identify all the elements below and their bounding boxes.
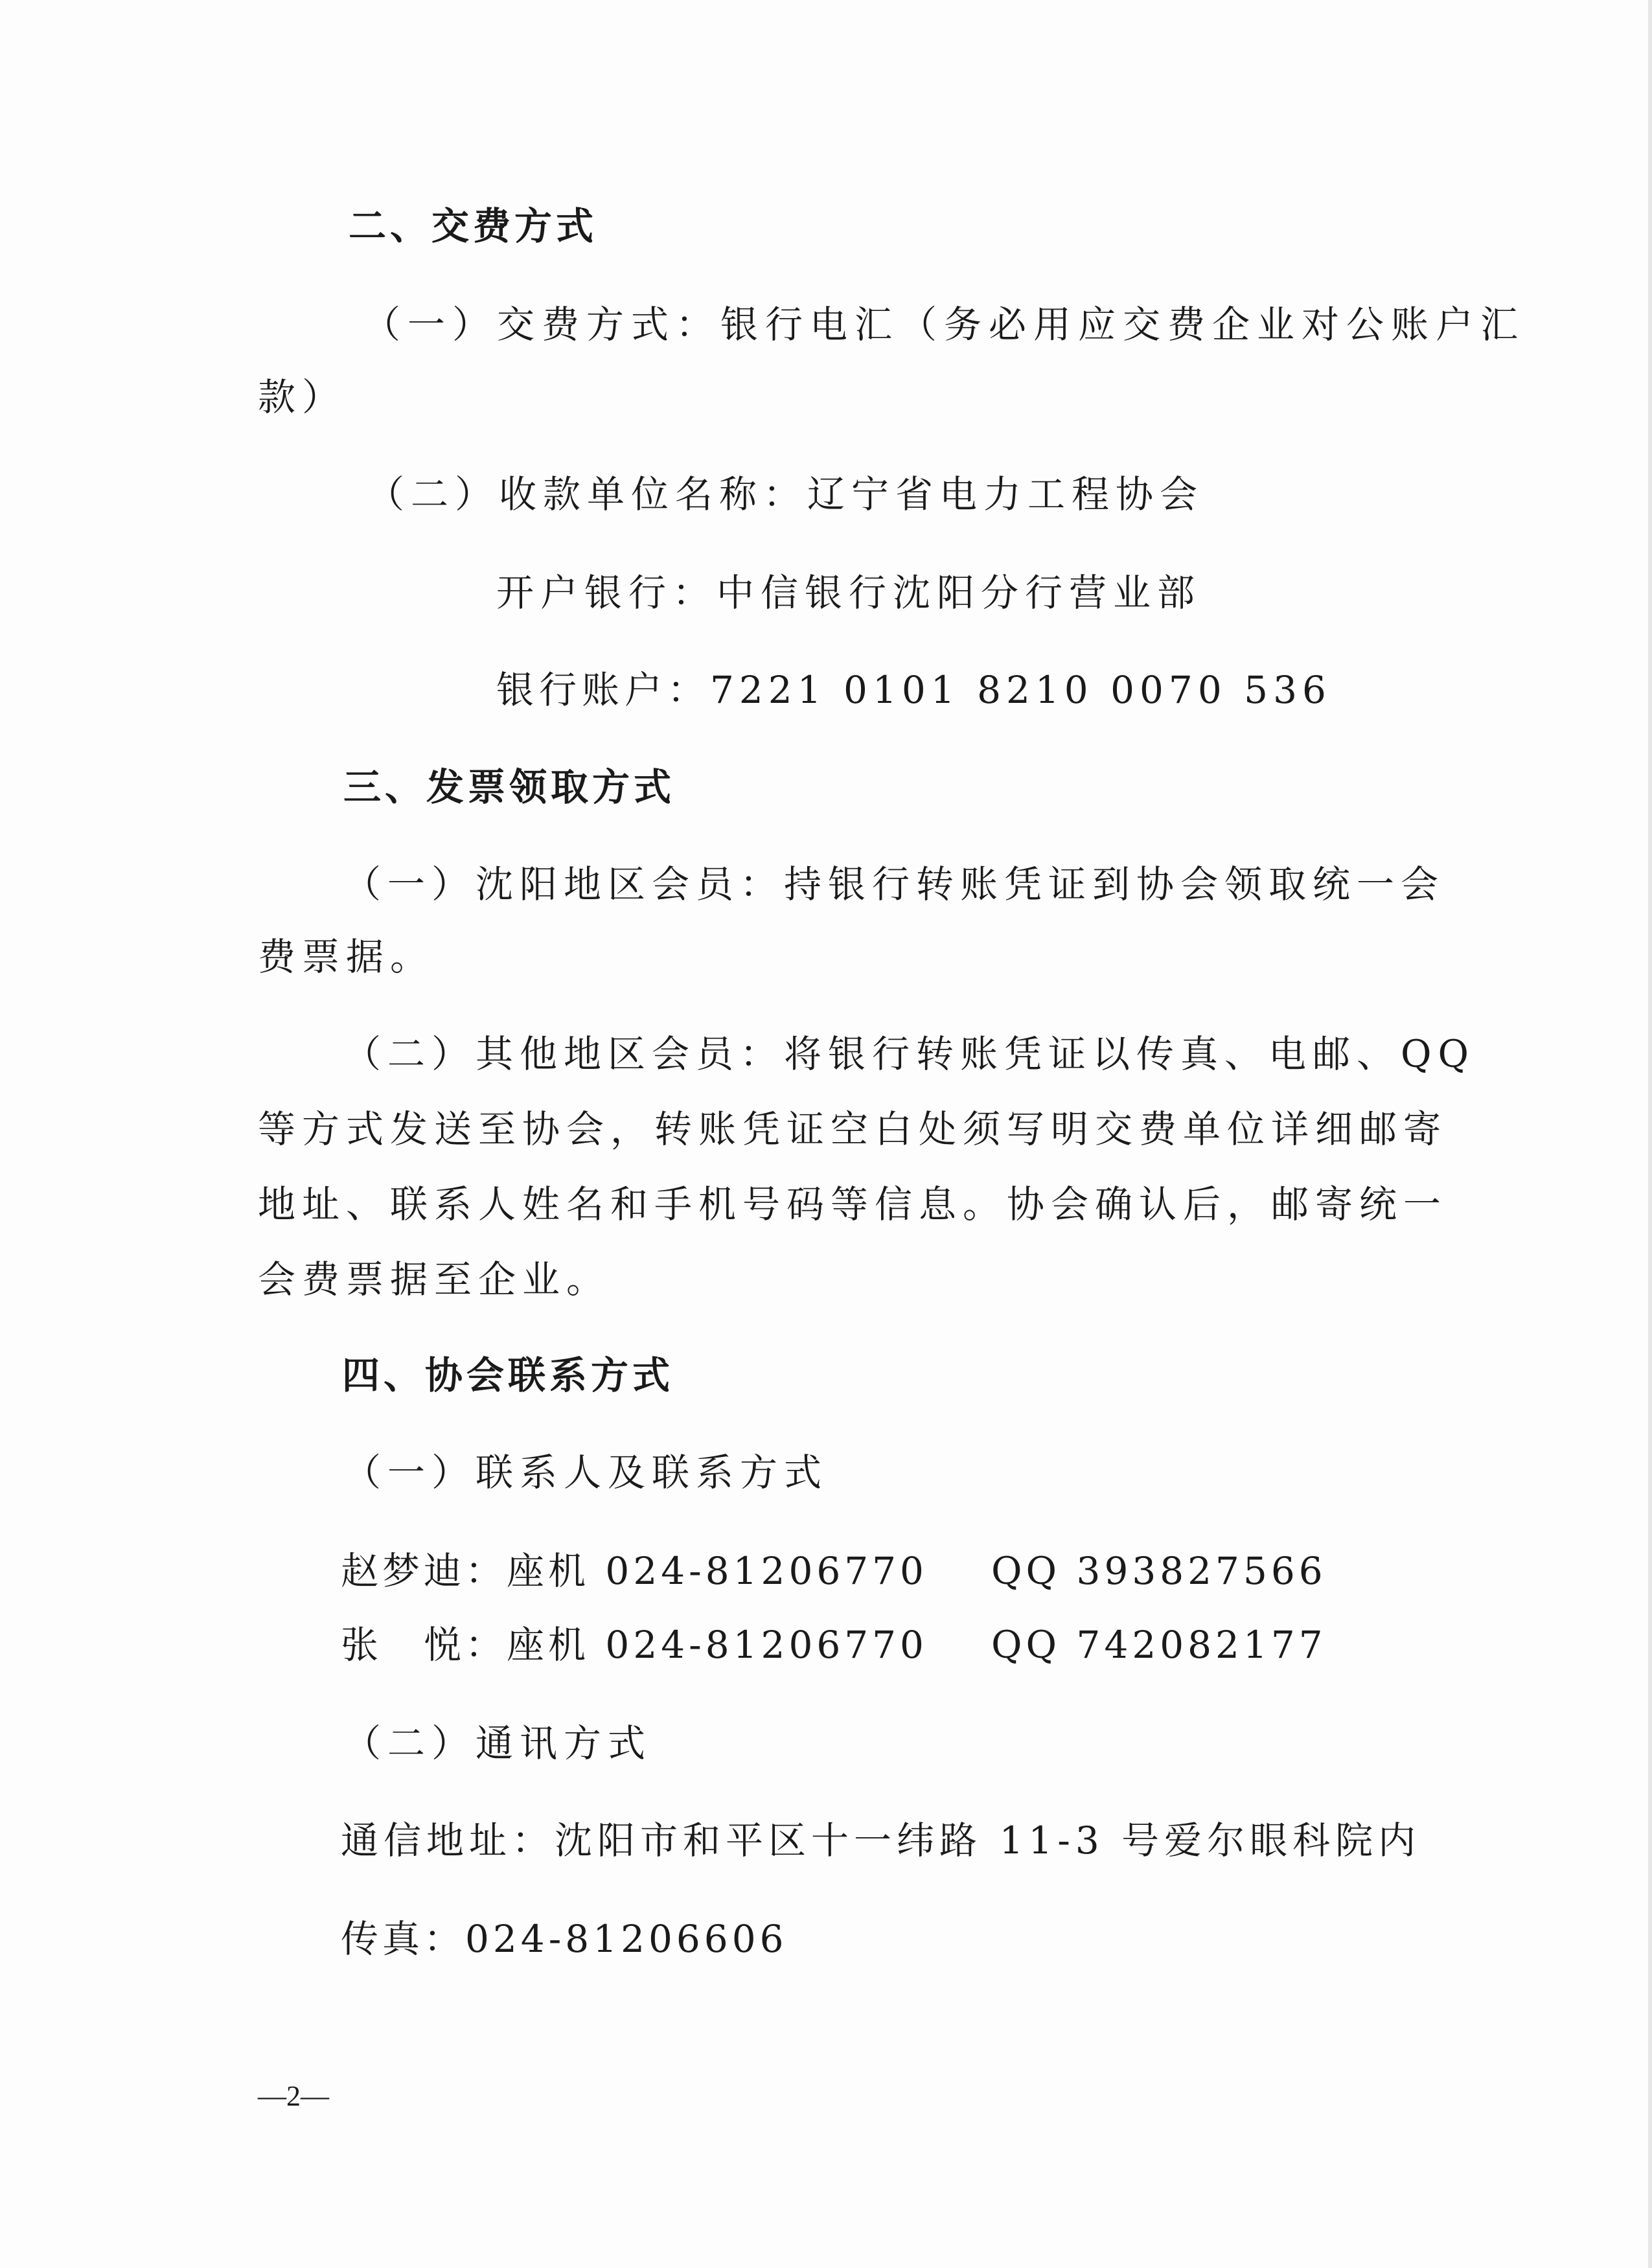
communication-title: （二）通讯方式: [343, 1721, 652, 1765]
payment-method-line-1: （一）交费方式：银行电汇（务必用应交费企业对公账户汇: [363, 303, 1526, 347]
contact-person-1-qq: QQ 393827566: [991, 1549, 1327, 1593]
invoice-other-line-1: （二）其他地区会员：将银行转账凭证以传真、电邮、QQ: [343, 1032, 1476, 1076]
section-heading-invoice: 三、发票领取方式: [343, 765, 676, 809]
contact-person-2-qq: QQ 742082177: [991, 1623, 1327, 1667]
payment-method-line-2: 款）: [258, 375, 347, 419]
mailing-address: 通信地址：沈阳市和平区十一纬路 11-3 号爱尔眼科院内: [341, 1818, 1421, 1862]
payee-name: （二）收款单位名称：辽宁省电力工程协会: [367, 472, 1204, 516]
fax-number: 传真：024-81206606: [341, 1917, 788, 1961]
invoice-other-line-4: 会费票据至企业。: [258, 1257, 611, 1301]
page-number: —2—: [258, 2080, 329, 2112]
invoice-shenyang-line-1: （一）沈阳地区会员：持银行转账凭证到协会领取统一会: [343, 862, 1445, 906]
contact-person-2-phone: 张 悦：座机 024-81206770: [341, 1623, 928, 1667]
invoice-shenyang-line-2: 费票据。: [258, 935, 435, 979]
bank-name: 开户银行：中信银行沈阳分行营业部: [496, 571, 1202, 615]
invoice-other-line-3: 地址、联系人姓名和手机号码等信息。协会确认后，邮寄统一: [258, 1182, 1448, 1226]
contact-person-1-phone: 赵梦迪：座机 024-81206770: [341, 1549, 928, 1593]
section-heading-contact: 四、协会联系方式: [342, 1353, 674, 1397]
invoice-other-line-2: 等方式发送至协会，转账凭证空白处须写明交费单位详细邮寄: [258, 1107, 1448, 1151]
scan-edge: [1648, 0, 1652, 2268]
bank-account: 银行账户：7221 0101 8210 0070 536: [496, 668, 1331, 712]
contacts-title: （一）联系人及联系方式: [343, 1450, 829, 1495]
section-heading-payment: 二、交费方式: [349, 204, 598, 248]
